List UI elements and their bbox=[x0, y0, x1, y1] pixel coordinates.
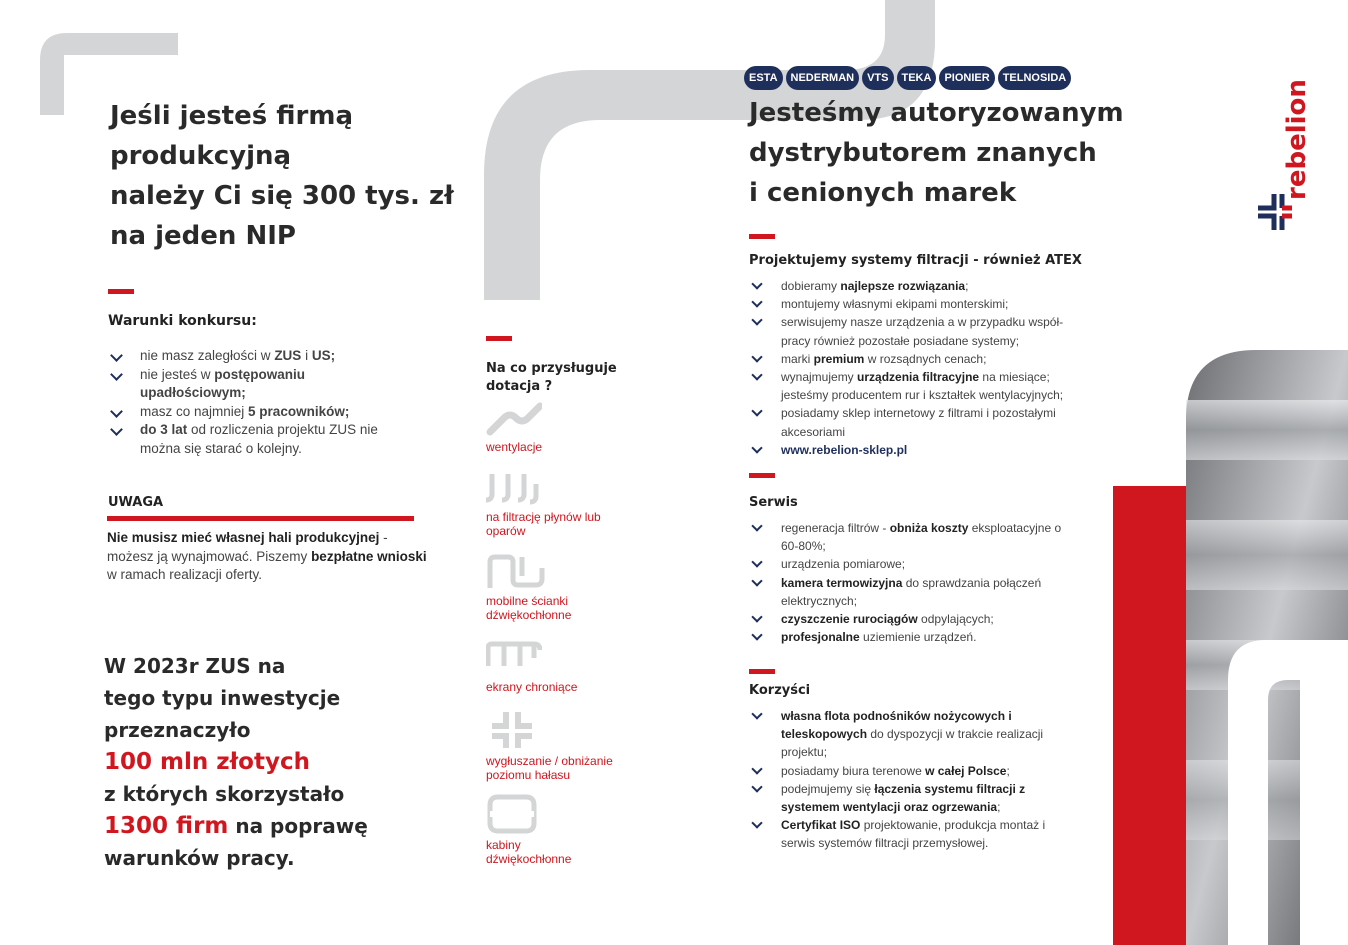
list-item: urządzenia pomiarowe; bbox=[749, 555, 1079, 573]
subsidy-item bbox=[486, 470, 636, 538]
right-heading-line: dystrybutorem znanych bbox=[749, 138, 1097, 168]
subsidy-item bbox=[486, 710, 636, 782]
protective-screen-icon bbox=[486, 640, 542, 672]
brand-badge: TELNOSIDA bbox=[998, 66, 1072, 90]
red-divider bbox=[108, 289, 134, 294]
ventilation-icon bbox=[486, 402, 542, 436]
shop-link[interactable]: www.rebelion-sklep.pl bbox=[781, 442, 908, 457]
logo-text: rebelion bbox=[1282, 79, 1312, 200]
benefits-title: Korzyści bbox=[749, 683, 811, 698]
brand-badge: TEKA bbox=[897, 66, 937, 90]
right-heading-line: Jesteśmy autoryzowanym bbox=[749, 98, 1124, 128]
brand-badge: VTS bbox=[862, 66, 893, 90]
filtration-list bbox=[749, 277, 1079, 459]
filtration-title: Projektujemy systemy filtracji - również ATEX bbox=[749, 253, 1082, 268]
list-item: serwisujemy nasze urządzenia a w przypadku współ-pracy również pozostałe posiadane systemy; bbox=[749, 313, 1079, 349]
rebelion-logo bbox=[1256, 79, 1316, 240]
list-item bbox=[749, 441, 1079, 459]
conditions-list bbox=[110, 347, 410, 458]
red-divider bbox=[749, 473, 775, 478]
subsidy-item-label: wygłuszanie / obniżanie poziomu hałasu bbox=[486, 754, 613, 782]
subsidy-title: Na co przysługuje dotacja ? bbox=[486, 361, 617, 394]
left-heading bbox=[110, 96, 470, 256]
left-heading-line: Jeśli jesteś firmą bbox=[110, 101, 354, 131]
list-item: nie jesteś w postępowaniu upadłościowym; bbox=[110, 366, 410, 403]
mobile-wall-icon bbox=[486, 554, 546, 590]
warning-underline bbox=[107, 516, 414, 521]
subsidy-item-label: na filtrację płynów lub oparów bbox=[486, 510, 601, 538]
list-item: kamera termowizyjna do sprawdzania połączeń elektrycznych; bbox=[749, 574, 1079, 610]
liquid-filter-icon bbox=[486, 470, 542, 506]
benefits-list bbox=[749, 707, 1079, 853]
list-item: wynajmujemy urządzenia filtracyjne na miesiące; bbox=[749, 368, 1079, 386]
conditions-title: Warunki konkursu: bbox=[108, 313, 257, 329]
zus-statistic: W 2023r ZUS na tego typu inwestycje przeznaczyło 100 mln złotych z których skorzystało 1300 firm na poprawę warunków pracy. bbox=[104, 654, 368, 870]
cabin-icon bbox=[486, 794, 538, 834]
list-item: dobieramy najlepsze rozwiązania; bbox=[749, 277, 1079, 295]
list-item: podejmujemy się łączenia systemu filtracji z systemem wentylacji oraz ogrzewania; bbox=[749, 780, 1079, 816]
left-heading-line: produkcyjną bbox=[110, 141, 292, 171]
right-heading-line: i cenionych marek bbox=[749, 178, 1017, 208]
list-item: masz co najmniej 5 pracowników; bbox=[110, 403, 410, 422]
left-heading-line: należy Ci się 300 tys. zł bbox=[110, 181, 454, 211]
brand-badge: ESTA bbox=[744, 66, 783, 90]
red-divider bbox=[486, 336, 512, 341]
service-list bbox=[749, 519, 1079, 646]
list-item: do 3 lat od rozliczenia projektu ZUS nie można się starać o kolejny. bbox=[110, 421, 410, 458]
list-item: profesjonalne uziemienie urządzeń. bbox=[749, 628, 1079, 646]
warning-title: UWAGA bbox=[108, 495, 164, 510]
service-title: Serwis bbox=[749, 495, 798, 510]
brand-badge: PIONIER bbox=[939, 66, 994, 90]
brand-list bbox=[744, 66, 1071, 90]
list-item: posiadamy sklep internetowy z filtrami i pozostałymi akcesoriami bbox=[749, 404, 1079, 440]
brand-badge: NEDERMAN bbox=[786, 66, 860, 90]
subsidy-item bbox=[486, 402, 636, 454]
red-divider bbox=[749, 234, 775, 239]
list-item: jesteśmy producentem rur i kształtek wentylacyjnych; bbox=[781, 388, 1064, 403]
subsidy-item bbox=[486, 640, 636, 694]
list-item: regeneracja filtrów - obniża koszty eksploatacyjne o 60-80%; bbox=[749, 519, 1079, 555]
subsidy-item bbox=[486, 794, 636, 866]
soundproofing-icon bbox=[486, 710, 538, 750]
warning-text: Nie musisz mieć własnej hali produkcyjnej - możesz ją wynajmować. Piszemy bezpłatne wnioski w ramach realizacji oferty. bbox=[107, 530, 427, 582]
list-item: własna flota podnośników nożycowych i teleskopowych do dyspozycji w trakcie realizacji projektu; bbox=[749, 707, 1079, 762]
right-heading bbox=[749, 93, 1169, 213]
list-item: Certyfikat ISO projektowanie, produkcja montaż i serwis systemów filtracji przemysłowej. bbox=[749, 816, 1079, 852]
list-item: czyszczenie rurociągów odpylających; bbox=[749, 610, 1079, 628]
list-item: nie masz zaległości w ZUS i US; bbox=[110, 347, 410, 366]
left-heading-line: na jeden NIP bbox=[110, 221, 296, 251]
subsidy-item-label: ekrany chroniące bbox=[486, 680, 578, 694]
subsidy-item-label: mobilne ścianki dźwiękochłonne bbox=[486, 594, 572, 622]
subsidy-item bbox=[486, 554, 636, 622]
subsidy-item-label: wentylacje bbox=[486, 440, 543, 454]
subsidy-item-label: kabiny dźwiękochłonne bbox=[486, 838, 572, 866]
red-divider bbox=[749, 669, 775, 674]
list-item: montujemy własnymi ekipami monterskimi; bbox=[749, 295, 1079, 313]
list-item: posiadamy biura terenowe w całej Polsce; bbox=[749, 762, 1079, 780]
list-item: marki premium w rozsądnych cenach; bbox=[749, 350, 1079, 368]
